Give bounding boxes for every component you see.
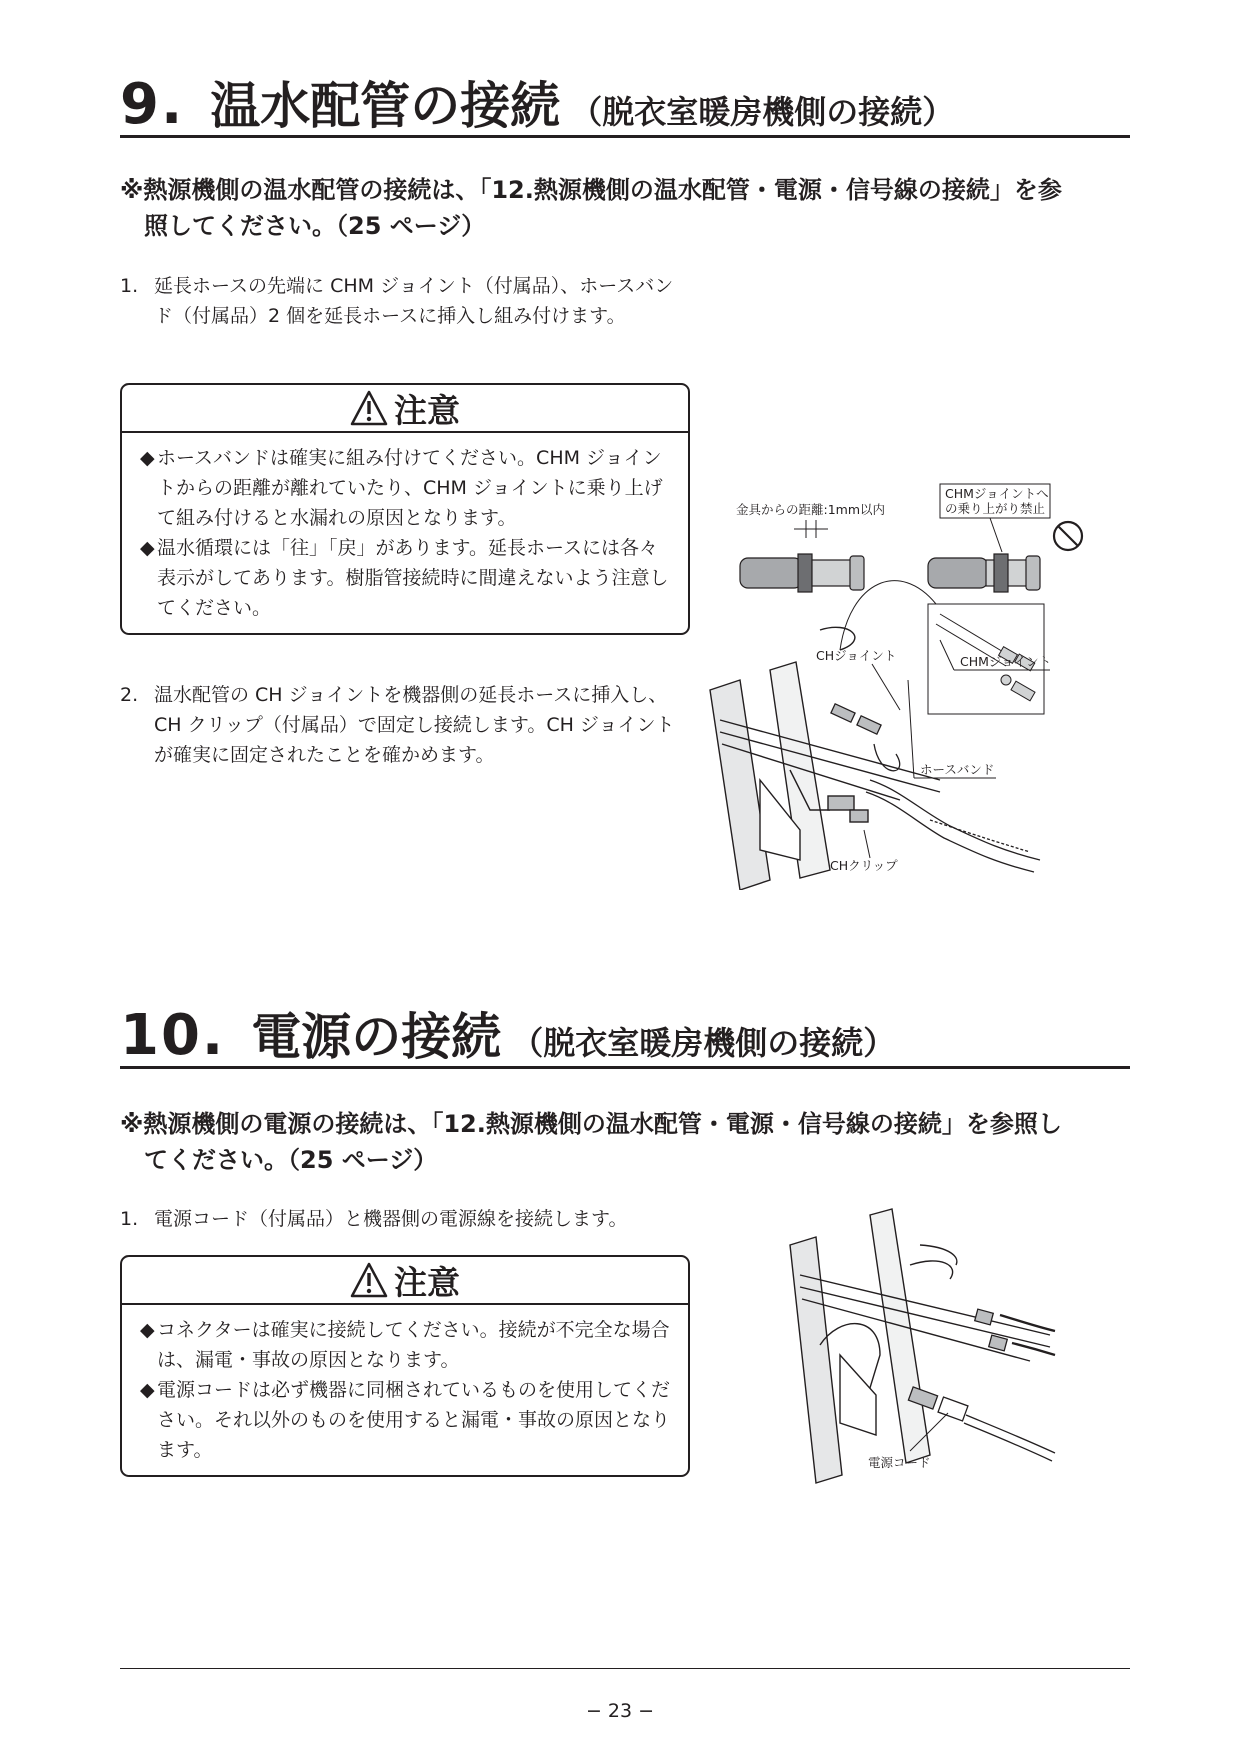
heater-unit-drawing — [790, 1209, 1050, 1483]
section9-subtitle: （脱衣室暖房機側の接続） — [570, 93, 955, 131]
diamond-bullet-icon: ◆ — [140, 1379, 155, 1401]
section9-step2 — [120, 680, 680, 770]
label-distance: 金具からの距離:1mm以内 — [736, 502, 886, 517]
section10-note-line1: ※熱源機側の電源の接続は、「12.熱源機側の温水配管・電源・信号線の接続」を参照し — [120, 1110, 1062, 1138]
caution-list — [122, 433, 688, 633]
diamond-bullet-icon: ◆ — [140, 537, 155, 559]
caution-header — [122, 1257, 688, 1305]
section9-step1 — [120, 271, 680, 331]
section10-rule — [120, 1066, 1130, 1069]
label-power-cord: 電源コード — [868, 1455, 931, 1470]
section9-heading — [120, 66, 954, 138]
warning-icon — [350, 1262, 388, 1298]
section10-subtitle: （脱衣室暖房機側の接続） — [511, 1024, 896, 1062]
caution-item: ◆ ホースバンドは確実に組み付けてください。CHM ジョイントからの距離が離れていたり、CHM ジョイントに乗り上げて組み付けると水漏れの原因となります。 — [140, 443, 672, 533]
prohibited-icon — [1054, 522, 1082, 550]
section10-note — [120, 1106, 1135, 1178]
caution-label: 注意 — [394, 1262, 460, 1302]
section9-note — [120, 172, 1135, 244]
section10-number: 10. — [120, 1003, 226, 1068]
diamond-bullet-icon: ◆ — [140, 1319, 155, 1341]
caution-item: ◆ コネクターは確実に接続してください。接続が不完全な場合は、漏電・事故の原因となります。 — [140, 1315, 672, 1375]
label-prohibit-line1: CHMジョイントへ — [945, 486, 1049, 501]
label-ch-clip: CHクリップ — [830, 858, 898, 873]
caution-header — [122, 385, 688, 433]
diamond-bullet-icon: ◆ — [140, 447, 155, 469]
caution-label: 注意 — [394, 390, 460, 430]
section10-step1 — [120, 1204, 680, 1234]
page-number: − 23 − — [585, 1700, 655, 1722]
section9-note-line1: ※熱源機側の温水配管の接続は、「12.熱源機側の温水配管・電源・信号線の接続」を参 — [120, 176, 1062, 204]
hose-incorrect-drawing — [928, 554, 1040, 592]
step-text: 電源コード（付属品）と機器側の電源線を接続します。 — [154, 1208, 628, 1230]
section9-rule — [120, 135, 1130, 138]
label-prohibit-line2: の乗り上がり禁止 — [945, 501, 1046, 516]
section10-note-line2: てください。（25 ページ） — [144, 1146, 438, 1174]
heater-unit-drawing — [710, 627, 940, 890]
section10-title: 電源の接続 — [251, 1008, 502, 1066]
label-ch-joint: CHジョイント — [816, 648, 897, 663]
caution-item: ◆ 温水循環には「往」「戻」があります。延長ホースには各々表示がしてあります。樹脂管接続時に間違えないよう注意してください。 — [140, 533, 672, 623]
section10-caution-box — [120, 1255, 690, 1477]
power-connection-figure — [780, 1205, 1060, 1485]
section9-note-line2: 照してください。（25 ページ） — [144, 212, 486, 240]
label-chm-joint: CHMジョイント — [960, 654, 1052, 669]
caution-list — [122, 1305, 688, 1475]
step-text: 温水配管の CH ジョイントを機器側の延長ホースに挿入し、CH クリップ（付属品）で固定し接続します。CH ジョイントが確実に固定されたことを確かめます。 — [154, 684, 675, 766]
step-number: 1. — [120, 275, 139, 297]
hose-correct-drawing — [740, 554, 864, 592]
pipe-connection-figure — [700, 480, 1180, 890]
warning-icon — [350, 390, 388, 426]
section9-caution-box — [120, 383, 690, 635]
label-hose-band: ホースバンド — [920, 762, 995, 777]
section10-heading — [120, 997, 895, 1069]
step-number: 2. — [120, 684, 139, 706]
section9-title: 温水配管の接続 — [210, 77, 561, 135]
step-text: 延長ホースの先端に CHM ジョイント（付属品）、ホースバンド（付属品）2 個を延長ホースに挿入し組み付けます。 — [154, 275, 674, 327]
caution-item: ◆ 電源コードは必ず機器に同梱されているものを使用してください。それ以外のものを使用すると漏電・事故の原因となります。 — [140, 1375, 672, 1465]
section9-number: 9. — [120, 72, 185, 137]
step-number: 1. — [120, 1208, 139, 1230]
footer-rule — [120, 1668, 1130, 1669]
